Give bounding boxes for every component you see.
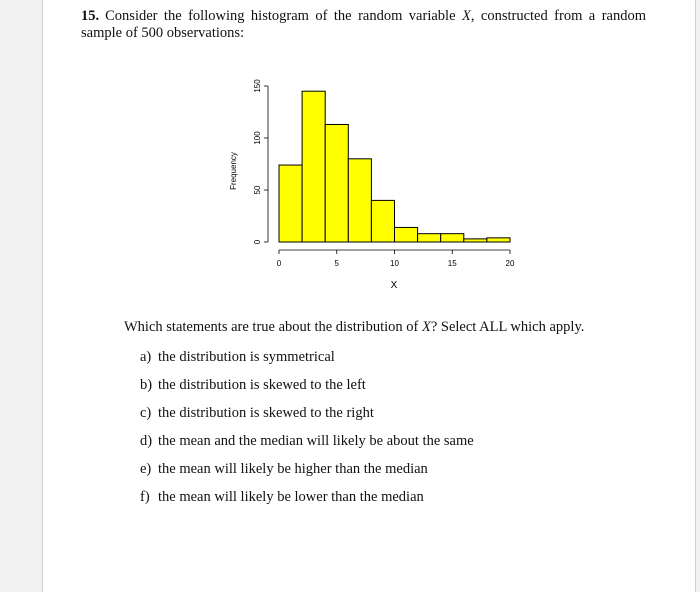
option-letter: e) [140, 461, 152, 477]
histogram-bar [348, 159, 371, 242]
histogram-bar [325, 124, 348, 242]
x-axis-label: X [390, 280, 398, 291]
y-tick-label: 0 [253, 239, 262, 245]
x-axis [277, 250, 515, 268]
option-c[interactable] [140, 405, 474, 433]
x-tick-label: 10 [390, 259, 399, 268]
prompt-variable: X [421, 319, 431, 335]
histogram-bar [395, 227, 418, 242]
prompt-after: ? Select ALL which apply. [430, 319, 585, 335]
histogram-bar [441, 234, 464, 242]
y-axis [253, 79, 268, 244]
option-e[interactable] [140, 461, 474, 489]
prompt-text [124, 319, 584, 336]
option-b[interactable] [140, 377, 474, 405]
option-text: the distribution is symmetrical [158, 349, 335, 365]
y-tick-label: 150 [253, 79, 262, 93]
histogram-bar [487, 238, 510, 242]
histogram-bar [302, 91, 325, 242]
option-text: the distribution is skewed to the right [158, 405, 374, 421]
x-tick-label: 20 [505, 259, 515, 268]
option-letter: f) [140, 489, 150, 505]
option-text: the mean and the median will likely be about the same [158, 433, 474, 449]
option-letter: d) [140, 433, 153, 449]
option-letter: c) [140, 405, 152, 421]
option-text: the mean will likely be lower than the median [158, 489, 424, 505]
x-tick-label: 5 [334, 259, 339, 268]
option-f[interactable] [140, 489, 474, 517]
y-axis-label: Frequency [229, 152, 238, 190]
histogram-bar [279, 165, 302, 242]
histogram-bars [279, 91, 510, 242]
histogram-bar [418, 234, 441, 242]
histogram-bar [371, 200, 394, 242]
option-letter: b) [140, 377, 153, 393]
question-number: 15. [81, 8, 100, 24]
prompt-before: Which statements are true about the distribution of [124, 319, 422, 335]
y-tick-label: 100 [253, 131, 262, 145]
question-variable: X [461, 8, 471, 24]
option-letter: a) [140, 349, 152, 365]
y-tick-label: 50 [253, 185, 262, 195]
option-text: the mean will likely be higher than the median [158, 461, 428, 477]
option-a[interactable] [140, 349, 474, 377]
option-d[interactable] [140, 433, 474, 461]
x-tick-label: 0 [276, 259, 282, 268]
x-tick-label: 15 [447, 259, 457, 268]
question-text-after: , constructed from a random sample of 500 observations: [81, 8, 646, 41]
option-text: the distribution is skewed to the left [158, 377, 366, 393]
histogram-bar [464, 239, 487, 242]
options-list [140, 349, 474, 517]
question-text-before: Consider the following histogram of the random variable [105, 8, 462, 24]
